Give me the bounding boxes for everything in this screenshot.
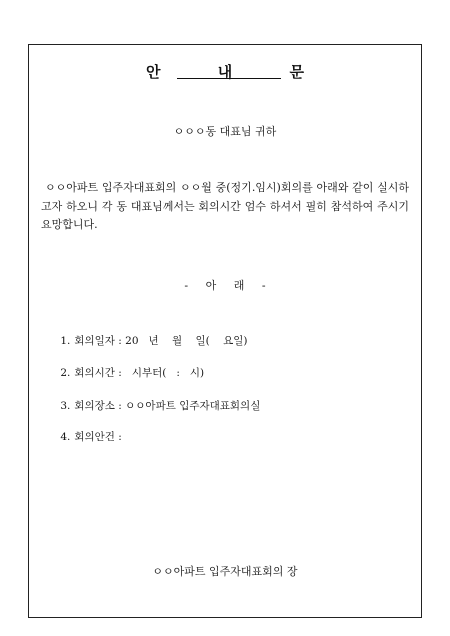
item-meeting-agenda	[47, 417, 122, 456]
item-text: 회의일자 : 20 년 월 일( 요일)	[74, 335, 248, 347]
item-text: 회의장소 : ㅇㅇ아파트 입주자대표회의실	[74, 400, 261, 412]
item-number: 1.	[60, 335, 71, 347]
item-text: 회의안건 :	[74, 431, 122, 443]
details-subheading: - 아 래 -	[184, 279, 266, 292]
document-title: 안 내 문	[146, 63, 330, 81]
item-number: 3.	[60, 400, 71, 412]
addressee: ㅇㅇㅇ동 대표님 귀하	[173, 125, 277, 138]
item-text: 회의시간 : 시부터( : 시)	[74, 367, 205, 379]
notice-body: ㅇㅇ아파트 입주자대표회의 ㅇㅇ월 중(정기.임시)회의를 아래와 같이 실시하고자 하오니 각 동 대표님께서는 회의시간 엄수 하셔서 필히 참석하여 주시기 요망합니다.	[41, 181, 409, 231]
item-number: 2.	[60, 367, 71, 379]
signature-line: ㅇㅇ아파트 입주자대표회의 장	[152, 565, 298, 578]
document-frame	[28, 44, 422, 618]
item-number: 4.	[60, 431, 71, 443]
title-underline	[177, 78, 281, 79]
